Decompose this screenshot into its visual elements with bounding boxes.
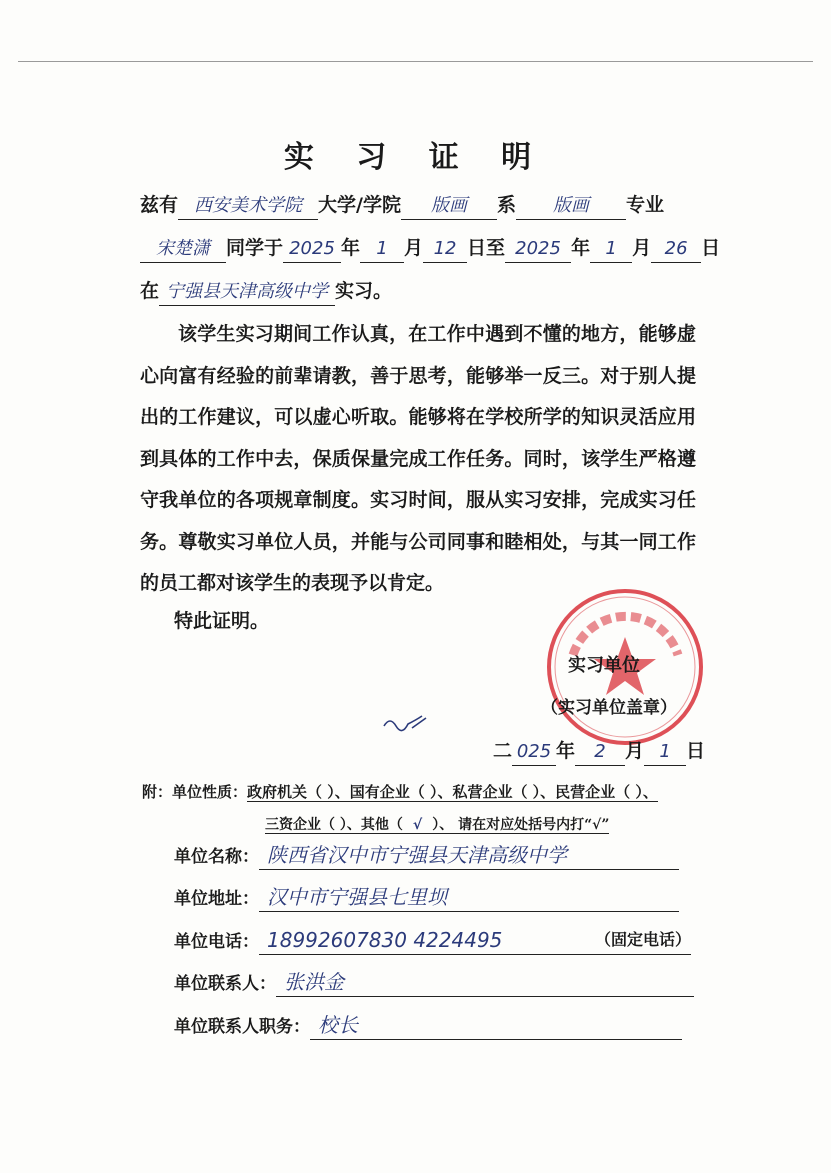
unit-phone-label: 单位电话： [174,932,259,952]
period-text-1: 同学于 [226,237,284,259]
contact-position-row [174,1009,682,1045]
date-month-field: 2 [575,739,625,766]
attachment-line-2 [265,814,609,834]
period-year-text-2: 年 [571,237,591,259]
seal-note: （实习单位盖章） [541,698,677,718]
unit-name-value: 陕西省汉中市宁强县天津高级中学 [259,841,679,870]
period-to-text: 日至 [467,237,506,259]
unit-phone-value: 18992607830 4224495 [267,928,503,952]
unit-phone-row [174,924,691,960]
contact-position-label: 单位联系人职务： [174,1017,310,1037]
from-month-field: 1 [360,236,404,263]
unit-address-value: 汉中市宁强县七里坝 [259,883,679,912]
signature-mark [382,712,432,736]
unit-contact-label: 单位联系人： [174,974,276,994]
period-month-text-2: 月 [632,237,652,259]
signature-date [493,736,705,766]
date-year-field: 025 [512,739,556,766]
department-field: 版画 [401,193,497,220]
other-checkmark: √ [403,817,432,834]
unit-name-row [174,839,679,875]
attachment-label: 附：单位性质： [142,783,248,801]
line1-prefix: 兹有 [140,194,179,216]
unit-nature-instruction: ）、 请在对应处括号内打“√” [432,817,610,833]
dept-suffix: 系 [496,194,516,216]
major-field: 版画 [516,193,626,220]
to-year-field: 2025 [505,236,571,263]
unit-nature-options-1: 政府机关（ ）、国有企业（ ）、私营企业（ ）、民营企业（ ）、 [247,783,658,801]
date-day-field: 1 [644,739,686,766]
to-month-field: 1 [590,236,632,263]
to-day-field: 26 [651,236,701,263]
body-paragraph: 该学生实习期间工作认真，在工作中遇到不懂的地方，能够虚心向富有经验的前辈请教，善于思考，能够举一反三。对于别人提出的工作建议，可以虚心听取。能够将在学校所学的知识灵活应用到具体的工作中去，保质保量完成工作任务。同时，该学生严格遵守我单位的各项规章制度。实习时间，服从实习安排，完成实习任务。尊敬实习单位人员，并能与公司同事和睦相处，与其一同工作的员工都对该学生的表现予以肯定。 [140,323,696,594]
unit-line-suffix: 实习。 [335,280,393,302]
unit-nature-options-2: 三资企业（ ）、其他（ [265,817,403,833]
top-rule [18,61,813,62]
period-year-text: 年 [341,237,361,259]
major-suffix: 专业 [625,194,664,216]
unit-line-prefix: 在 [140,280,160,302]
date-day-text: 日 [686,740,706,762]
date-year-text: 年 [556,740,576,762]
student-name-field: 宋楚潇 [140,236,226,263]
internship-unit-field: 宁强县天津高级中学 [159,279,335,306]
unit-name-label: 单位名称： [174,847,259,867]
school-field: 西安美术学院 [178,193,318,220]
period-month-text: 月 [404,237,424,259]
school-line [140,188,664,222]
phone-note: （固定电话） [594,930,691,949]
school-suffix: 大学/学院 [318,194,401,216]
from-year-field: 2025 [283,236,341,263]
date-month-text: 月 [625,740,645,762]
unit-line [140,274,392,308]
internship-unit-label: 实习单位 [568,655,640,676]
period-line [140,231,720,265]
unit-address-row [174,881,679,917]
attachment-line-1 [142,781,658,802]
certify-text: 特此证明。 [174,610,270,632]
date-prefix: 二 [493,740,513,762]
page-title: 实 习 证 明 [283,140,548,175]
unit-contact-value: 张洪金 [276,968,694,997]
from-day-field: 12 [423,236,467,263]
unit-address-label: 单位地址： [174,889,259,909]
unit-contact-row [174,966,694,1002]
period-day-text: 日 [701,237,721,259]
contact-position-value: 校长 [310,1011,682,1040]
